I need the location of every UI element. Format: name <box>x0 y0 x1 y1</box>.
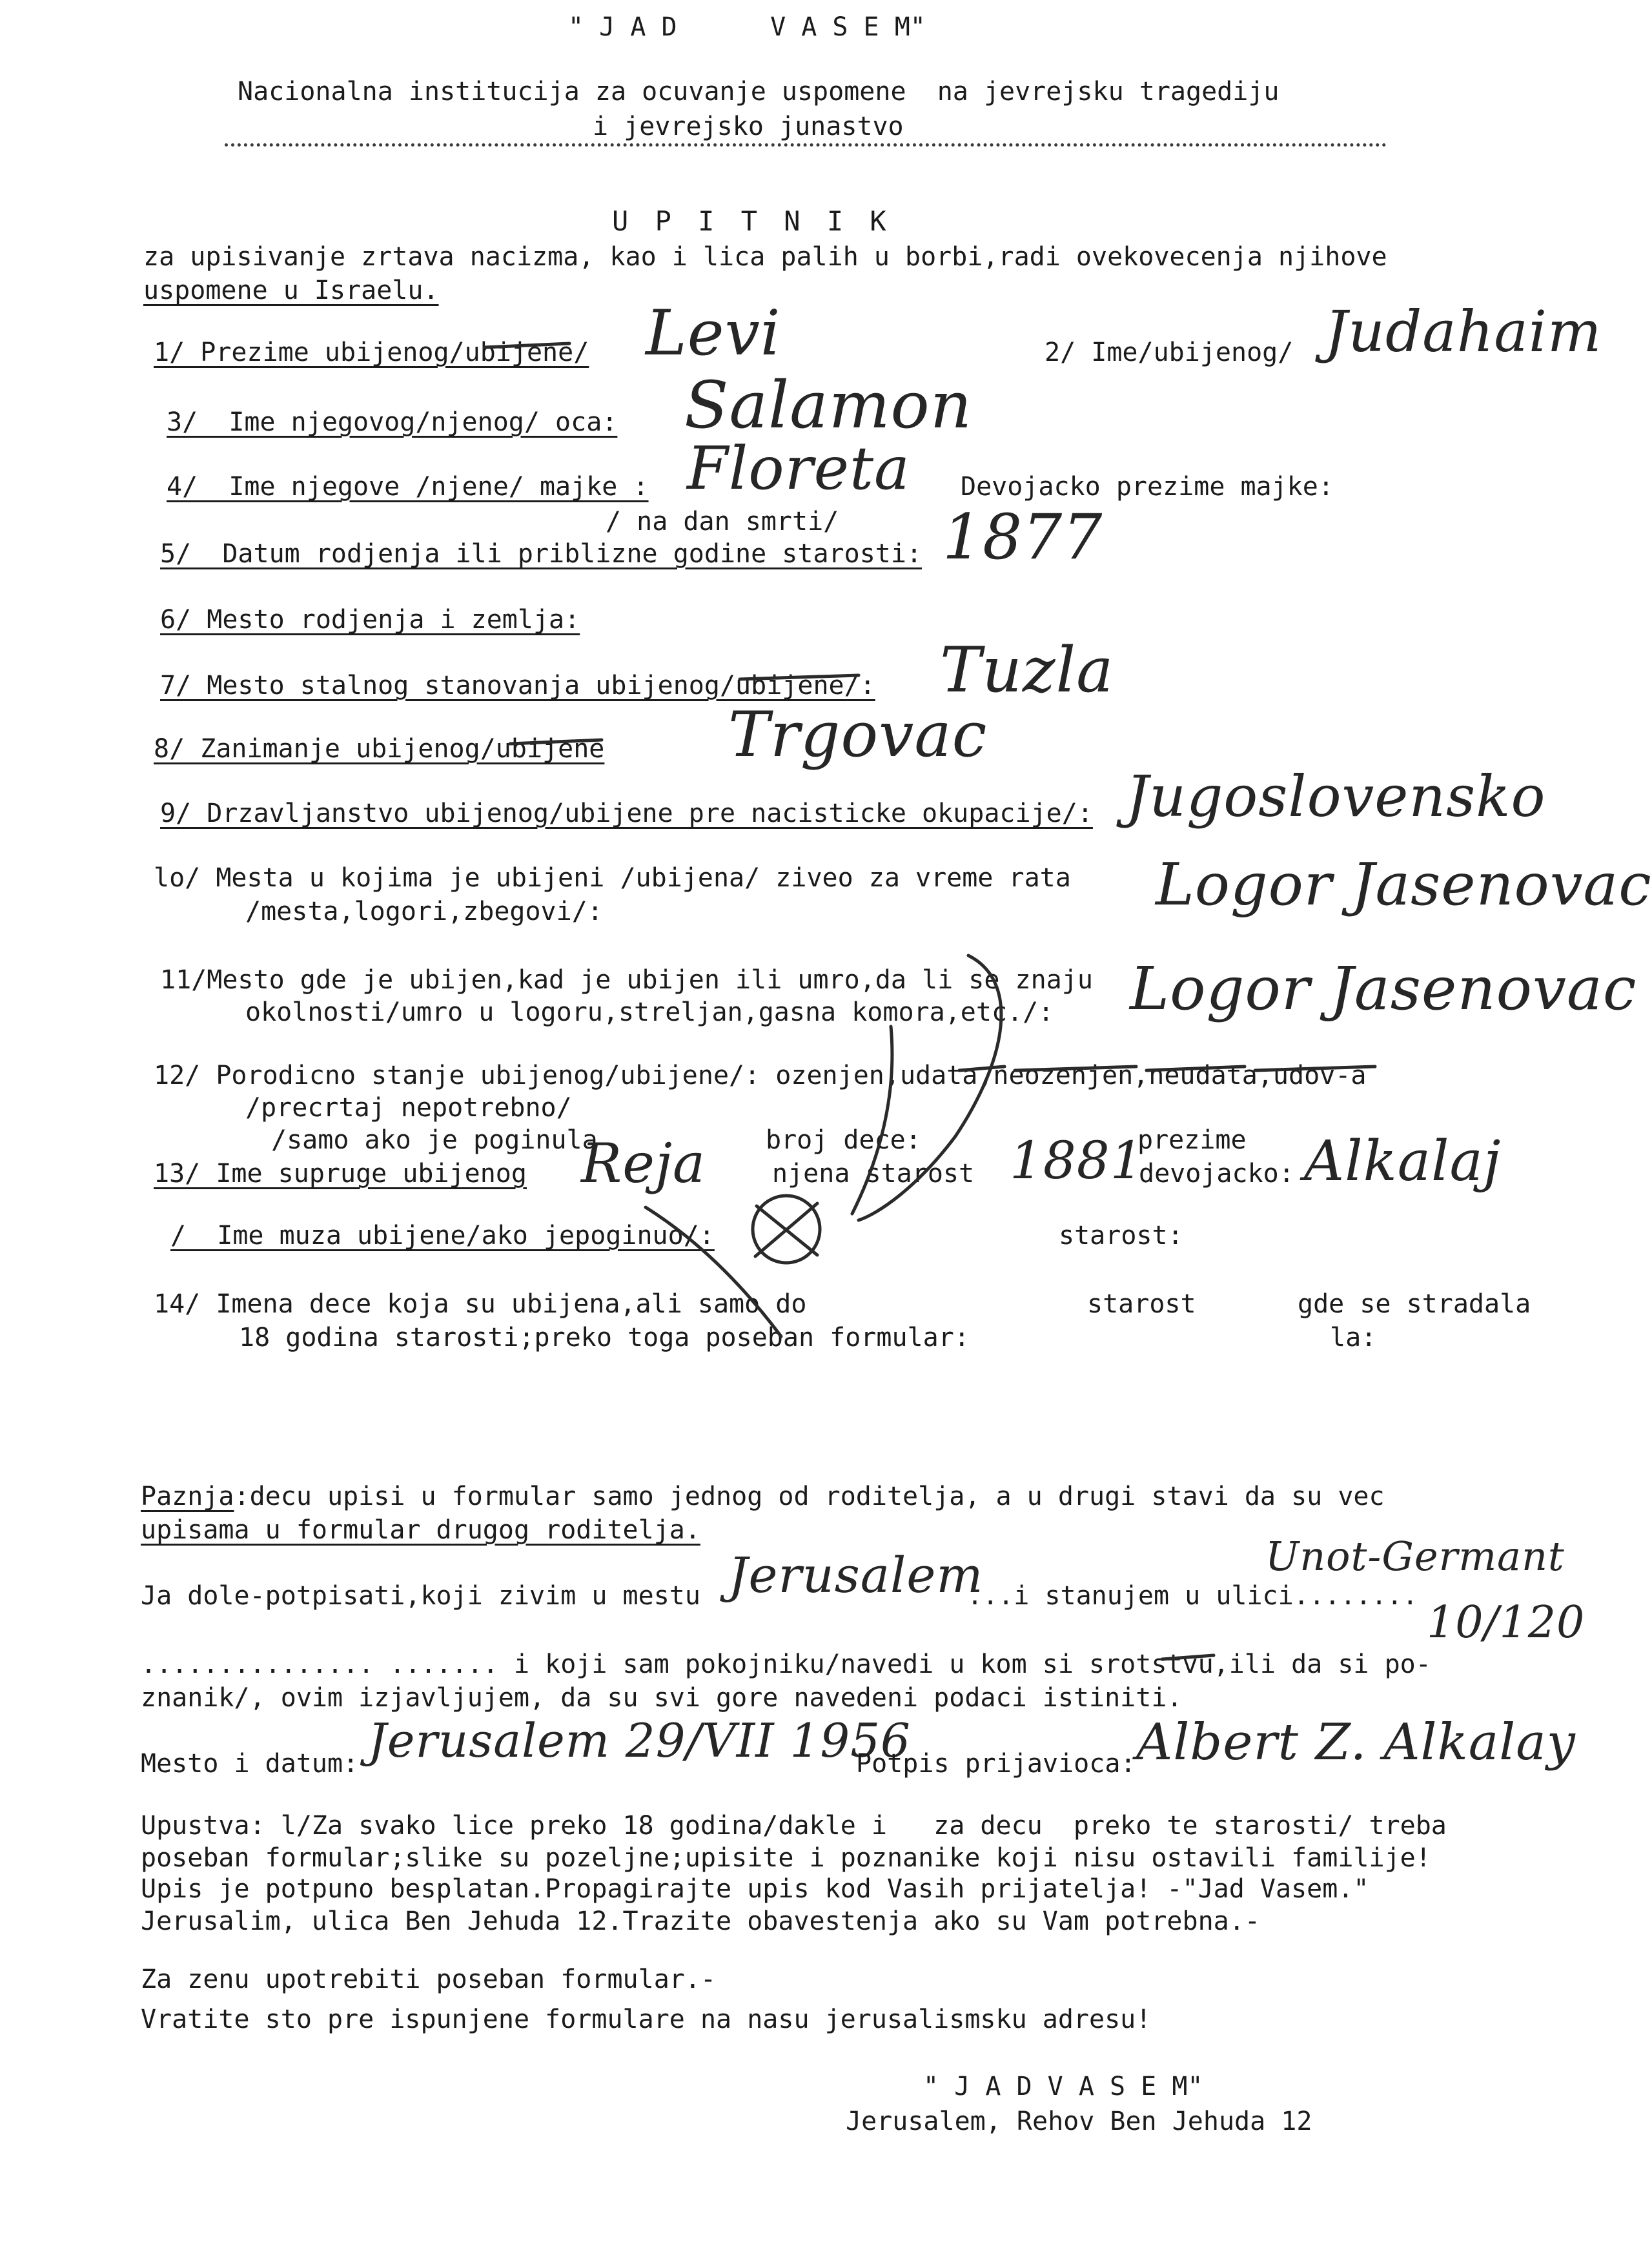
field-3-label: 3/ Ime njegovog/njenog/ oca: <box>167 407 618 437</box>
strike-ubijene-7 <box>740 675 859 679</box>
field-9-label: 9/ Drzavljanstvo ubijenog/ubijene pre nacisticke okupacije/: <box>160 799 1093 828</box>
field-1-value: Levi <box>646 297 781 369</box>
declaration-line-1b: ...i stanujem u ulici........ <box>967 1581 1418 1611</box>
field-6-label: 6/ Mesto rodjenja i zemlja: <box>160 605 580 635</box>
field-11-value: Logor Jasenovac <box>1130 954 1637 1023</box>
field-13b-label: / Ime muza ubijene/ako jepoginuo/: <box>170 1221 715 1251</box>
field-13-label: 13/ Ime supruge ubijenog <box>154 1159 527 1189</box>
declaration-line-1a: Ja dole-potpisati,koji zivim u mestu <box>141 1581 700 1611</box>
field-2-value: Judahaim <box>1325 298 1602 365</box>
footer-org: " J A D V A S E M" <box>923 2072 1203 2101</box>
field-3-value: Salamon <box>684 367 973 443</box>
instructions-line-2: poseban formular;slike su pozeljne;upisite i poznanike koji nisu ostavili familije! <box>141 1843 1431 1873</box>
instructions-line-4: Jerusalim, ulica Ben Jehuda 12.Trazite obavestenja ako su Vam potrebna.- <box>141 1906 1260 1936</box>
field-1-label: 1/ Prezime ubijenog/ubijene/ <box>154 338 589 367</box>
declaration-line-3: znanik/, ovim izjavljujem, da su svi gore navedeni podaci istiniti. <box>141 1683 1183 1713</box>
field-5-note: / na dan smrti/ <box>606 507 839 536</box>
header-title: " J A D V A S E M" <box>568 12 926 42</box>
declaration-place-date-label: Mesto i datum: <box>141 1749 359 1779</box>
field-14-place-label: gde se stradala <box>1298 1289 1531 1319</box>
instructions-line-5: Za zenu upotrebiti poseban formular.- <box>141 1965 717 1994</box>
declaration-signature-label: Potpis prijavioca: <box>856 1749 1136 1779</box>
field-11-label-2: okolnosti/umro u logoru,streljan,gasna komora,etc./: <box>245 997 1054 1027</box>
notice-text: :decu upisi u formular samo jednog od roditelja, a u drugi stavi da su vec <box>234 1482 1385 1511</box>
field-7-value: Tuzla <box>940 634 1114 706</box>
instructions-line-3: Upis je potpuno besplatan.Propagirajte upis kod Vasih prijatelja! -"Jad Vasem." <box>141 1874 1369 1904</box>
arc-12 <box>852 1027 892 1214</box>
declaration-line-2: ............... ....... i koji sam pokojniku/navedi u kom si srotstvu,ili da si po- <box>141 1650 1431 1679</box>
notice-word: Paznja <box>141 1482 234 1511</box>
field-13-children-label: broj dece: <box>766 1125 921 1155</box>
field-13-maiden-top: prezime <box>1137 1125 1247 1155</box>
instructions-line-6: Vratite sto pre ispunjene formulare na nasu jerusalismsku adresu! <box>141 2005 1152 2034</box>
field-5-label: 5/ Datum rodjenja ili priblizne godine starosti: <box>160 539 923 569</box>
arc-15 <box>859 955 1001 1220</box>
field-13-maiden-label: devojacko: <box>1139 1159 1294 1189</box>
form-title: U P I T N I K <box>612 205 892 237</box>
instructions-line-1: Upustva: l/Za svako lice preko 18 godina/dakle i za decu preko te starosti/ treba <box>141 1811 1447 1841</box>
strike-ubijene-8 <box>510 740 602 744</box>
slash-13b <box>646 1207 781 1336</box>
field-10-label: lo/ Mesta u kojima je ubijeni /ubijena/ ziveo za vreme rata <box>154 863 1071 893</box>
form-intro-2: uspomene u Israelu. <box>143 276 439 305</box>
field-5-value: 1877 <box>943 501 1103 573</box>
declaration-signature-value: Albert Z. Alkalay <box>1136 1713 1576 1772</box>
notice-line-2: upisama u formular drugog roditelja. <box>141 1515 700 1545</box>
strike-ubijene-1 <box>484 343 569 347</box>
declaration-place-date-value: Jerusalem 29/VII 1956 <box>368 1713 911 1768</box>
header-subtitle-1: Nacionalna institucija za ocuvanje uspomene na jevrejsku tragediju <box>238 77 1280 107</box>
field-10-label-2: /mesta,logori,zbegovi/: <box>245 897 603 926</box>
declaration-city: Jerusalem <box>728 1546 984 1604</box>
form-intro-1: za upisivanje zrtava nacizma, kao i lica palih u borbi,radi ovekovecenja njihove <box>143 242 1387 272</box>
field-14-label: 14/ Imena dece koja su ubijena,ali samo do <box>154 1289 807 1319</box>
declaration-street-no: 10/120 <box>1427 1597 1586 1648</box>
header-subtitle-2: i jevrejsko junastvo <box>593 112 904 141</box>
field-13b-age-label: starost: <box>1059 1221 1183 1251</box>
strike-srotstvu <box>1162 1655 1214 1659</box>
field-13-value: Reja <box>581 1132 706 1195</box>
strike-udata <box>959 1067 1004 1070</box>
field-7-label: 7/ Mesto stalnog stanovanja ubijenog/ubijene/: <box>160 671 875 700</box>
footer-address: Jerusalem, Rehov Ben Jehuda 12 <box>846 2107 1312 2136</box>
field-13-age-label: njena starost <box>772 1159 975 1189</box>
field-2-label: 2/ Ime/ubijenog/ <box>1045 338 1294 367</box>
field-11-label: 11/Mesto gde je ubijen,kad je ubijen ili umro,da li se znaju <box>160 965 1093 995</box>
strike-udov <box>1255 1067 1375 1070</box>
field-13-maiden-value: Alkalaj <box>1304 1129 1502 1194</box>
field-13-note: /samo ako je poginula <box>271 1125 598 1155</box>
field-12-label: 12/ Porodicno stanje ubijenog/ubijene/: ozenjen,udata,neozenjen,neudata,udov-a <box>154 1061 1367 1090</box>
field-14-place-label-2: la: <box>1330 1323 1377 1353</box>
field-4-label: 4/ Ime njegove /njene/ majke : <box>167 472 649 502</box>
strike-neozenjen <box>1015 1067 1136 1070</box>
declaration-street: Unot-Germant <box>1265 1533 1565 1580</box>
field-14-age-label: starost <box>1087 1289 1196 1319</box>
strike-neudata <box>1147 1067 1245 1070</box>
field-14-label-2: 18 godina starosti;preko toga poseban formular: <box>239 1323 970 1353</box>
field-13-age-value: 1881 <box>1010 1130 1144 1190</box>
field-9-value: Jugoslovensko <box>1126 763 1546 830</box>
field-10-value: Logor Jasenovac <box>1156 851 1652 919</box>
field-8-label: 8/ Zanimanje ubijenog/ubijene <box>154 734 605 764</box>
field-4-maiden-label: Devojacko prezime majke: <box>961 472 1334 502</box>
field-12-label-2: /precrtaj nepotrebno/ <box>245 1093 572 1123</box>
field-4-value: Floreta <box>687 434 910 503</box>
field-8-value: Trgovac <box>728 699 988 771</box>
